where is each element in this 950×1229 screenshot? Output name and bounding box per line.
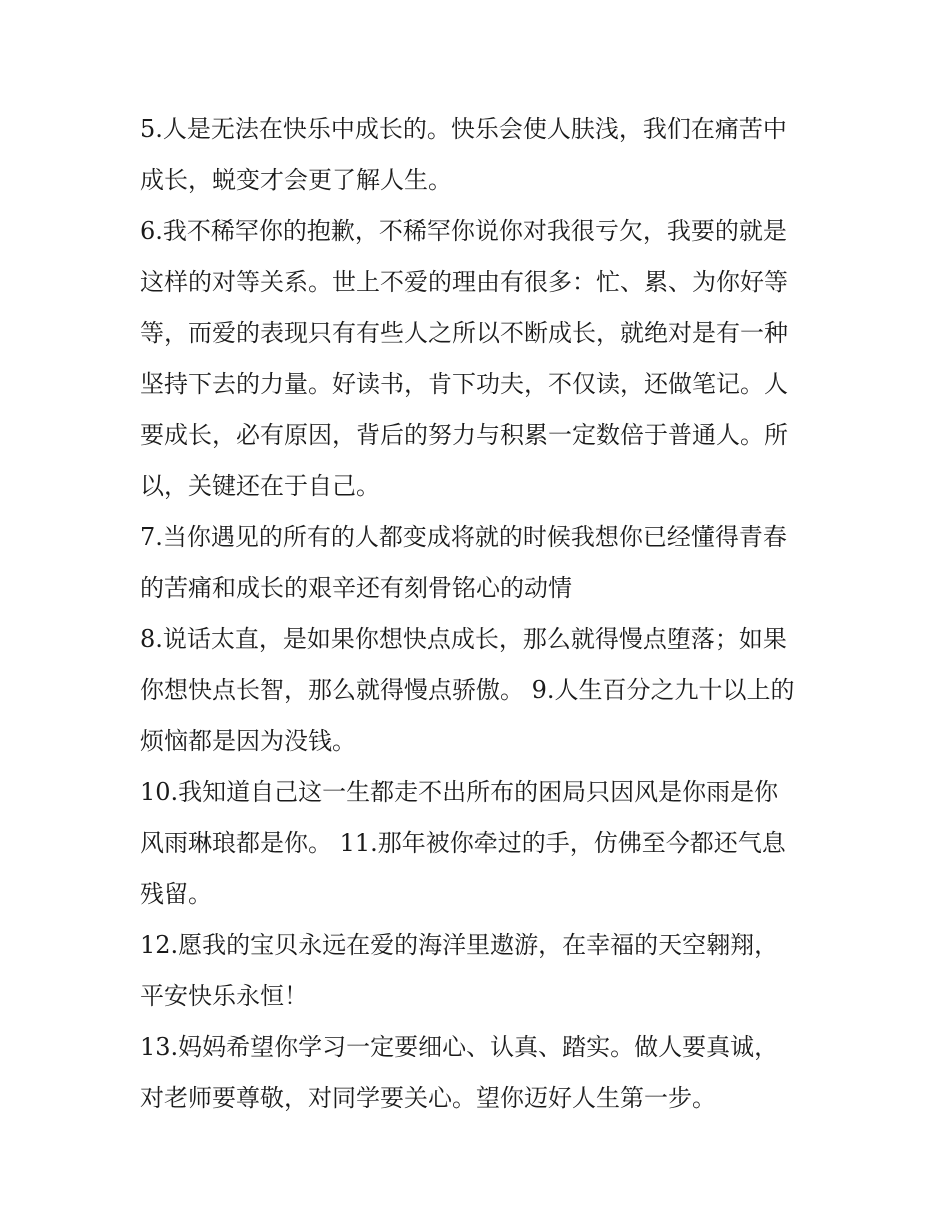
text-line: 10.我知道自己这一生都走不出所布的困局只因风是你雨是你 xyxy=(140,778,779,806)
text-line: 等，而爱的表现只有有些人之所以不断成长，就绝对是有一种 xyxy=(140,319,788,347)
text-line: 坚持下去的力量。好读书，肯下功夫，不仅读，还做笔记。人 xyxy=(140,370,788,398)
text-line: 6.我不稀罕你的抱歉，不稀罕你说你对我很亏欠，我要的就是 xyxy=(140,217,787,245)
text-line: 对老师要尊敬，对同学要关心。望你迈好人生第一步。 xyxy=(140,1084,716,1112)
text-line: 12.愿我的宝贝永远在爱的海洋里遨游，在幸福的天空翱翔， xyxy=(140,931,779,959)
text-line: 风雨琳琅都是你。 11.那年被你牵过的手，仿佛至今都还气息 xyxy=(140,829,786,857)
text-line: 13.妈妈希望你学习一定要细心、认真、踏实。做人要真诚， xyxy=(140,1033,779,1061)
text-line: 烦恼都是因为没钱。 xyxy=(140,727,356,755)
text-line: 5.人是无法在快乐中成长的。快乐会使人肤浅，我们在痛苦中 xyxy=(140,115,787,143)
text-line: 要成长，必有原因，背后的努力与积累一定数倍于普通人。所 xyxy=(140,421,788,449)
text-line: 你想快点长智，那么就得慢点骄傲。 9.人生百分之九十以上的 xyxy=(140,676,795,704)
text-line: 8.说话太直，是如果你想快点成长，那么就得慢点堕落；如果 xyxy=(140,625,787,653)
text-line: 成长，蜕变才会更了解人生。 xyxy=(140,166,452,194)
document-body xyxy=(140,104,820,1124)
text-line: 平安快乐永恒！ xyxy=(140,982,308,1010)
text-line: 这样的对等关系。世上不爱的理由有很多：忙、累、为你好等 xyxy=(140,268,788,296)
text-line: 7.当你遇见的所有的人都变成将就的时候我想你已经懂得青春 xyxy=(140,523,787,551)
text-line: 残留。 xyxy=(140,880,212,908)
text-line: 的苦痛和成长的艰辛还有刻骨铭心的动情 xyxy=(140,574,572,602)
text-line: 以，关键还在于自己。 xyxy=(140,472,380,500)
